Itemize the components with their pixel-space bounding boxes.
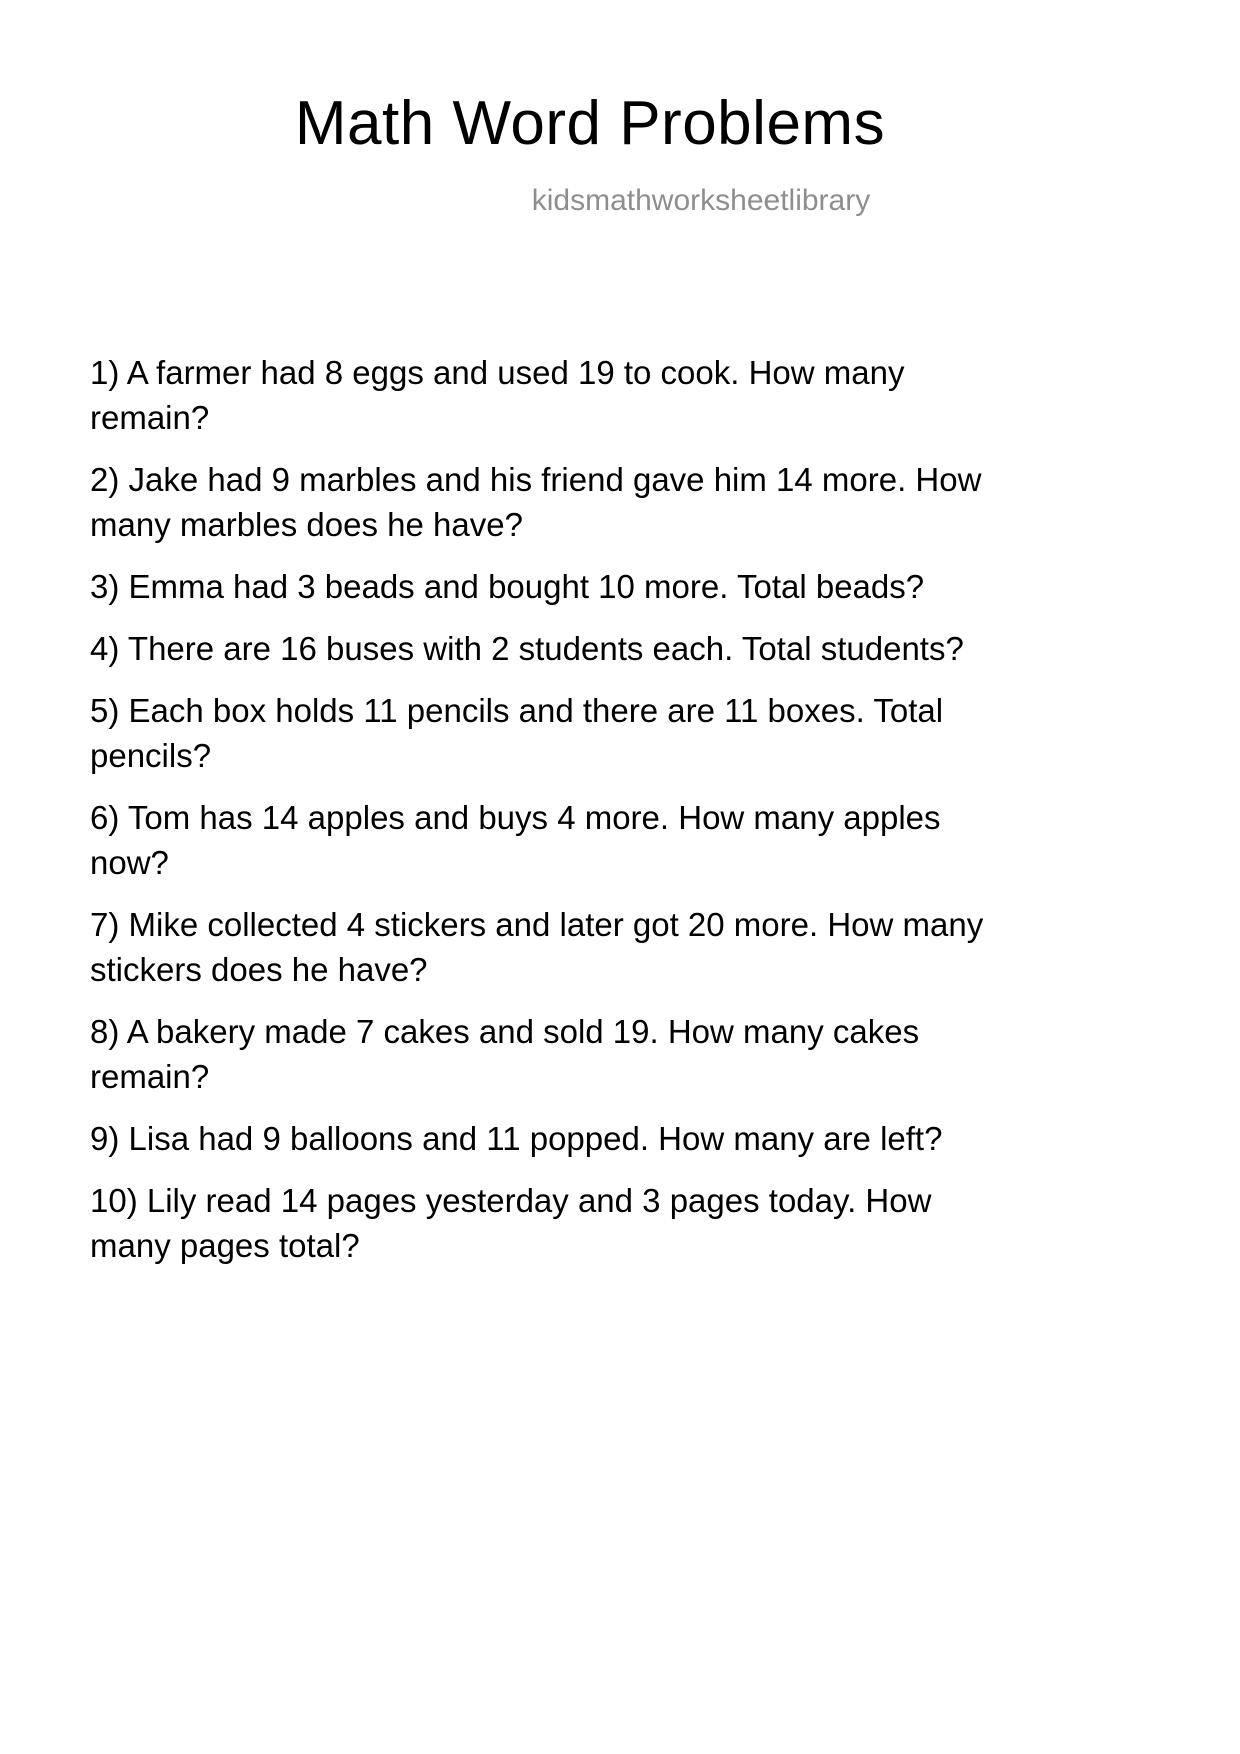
- problem-item-4: 4) There are 16 buses with 2 students each. Total students?: [90, 630, 964, 667]
- problem-item-9: 9) Lisa had 9 balloons and 11 popped. How many are left?: [90, 1120, 943, 1157]
- problem-item-1: 1) A farmer had 8 eggs and used 19 to cook. How many remain?: [90, 354, 905, 436]
- problem-item-3: 3) Emma had 3 beads and bought 10 more. Total beads?: [90, 568, 925, 605]
- page-subtitle: kidsmathworksheetlibrary: [531, 184, 871, 217]
- problem-item-2: 2) Jake had 9 marbles and his friend gave him 14 more. How many marbles does he have?: [90, 461, 982, 543]
- problem-item-8: 8) A bakery made 7 cakes and sold 19. How many cakes remain?: [90, 1013, 920, 1095]
- problems-list: [0, 350, 1030, 1268]
- worksheet-header: [0, 0, 1240, 220]
- page-title: Math Word Problems: [294, 89, 886, 158]
- problem-item-7: 7) Mike collected 4 stickers and later got 20 more. How many stickers does he have?: [90, 906, 984, 988]
- problem-item-5: 5) Each box holds 11 pencils and there are 11 boxes. Total pencils?: [90, 692, 944, 774]
- problem-item-10: 10) Lily read 14 pages yesterday and 3 pages today. How many pages total?: [90, 1182, 932, 1264]
- problem-item-6: 6) Tom has 14 apples and buys 4 more. How many apples now?: [90, 799, 941, 881]
